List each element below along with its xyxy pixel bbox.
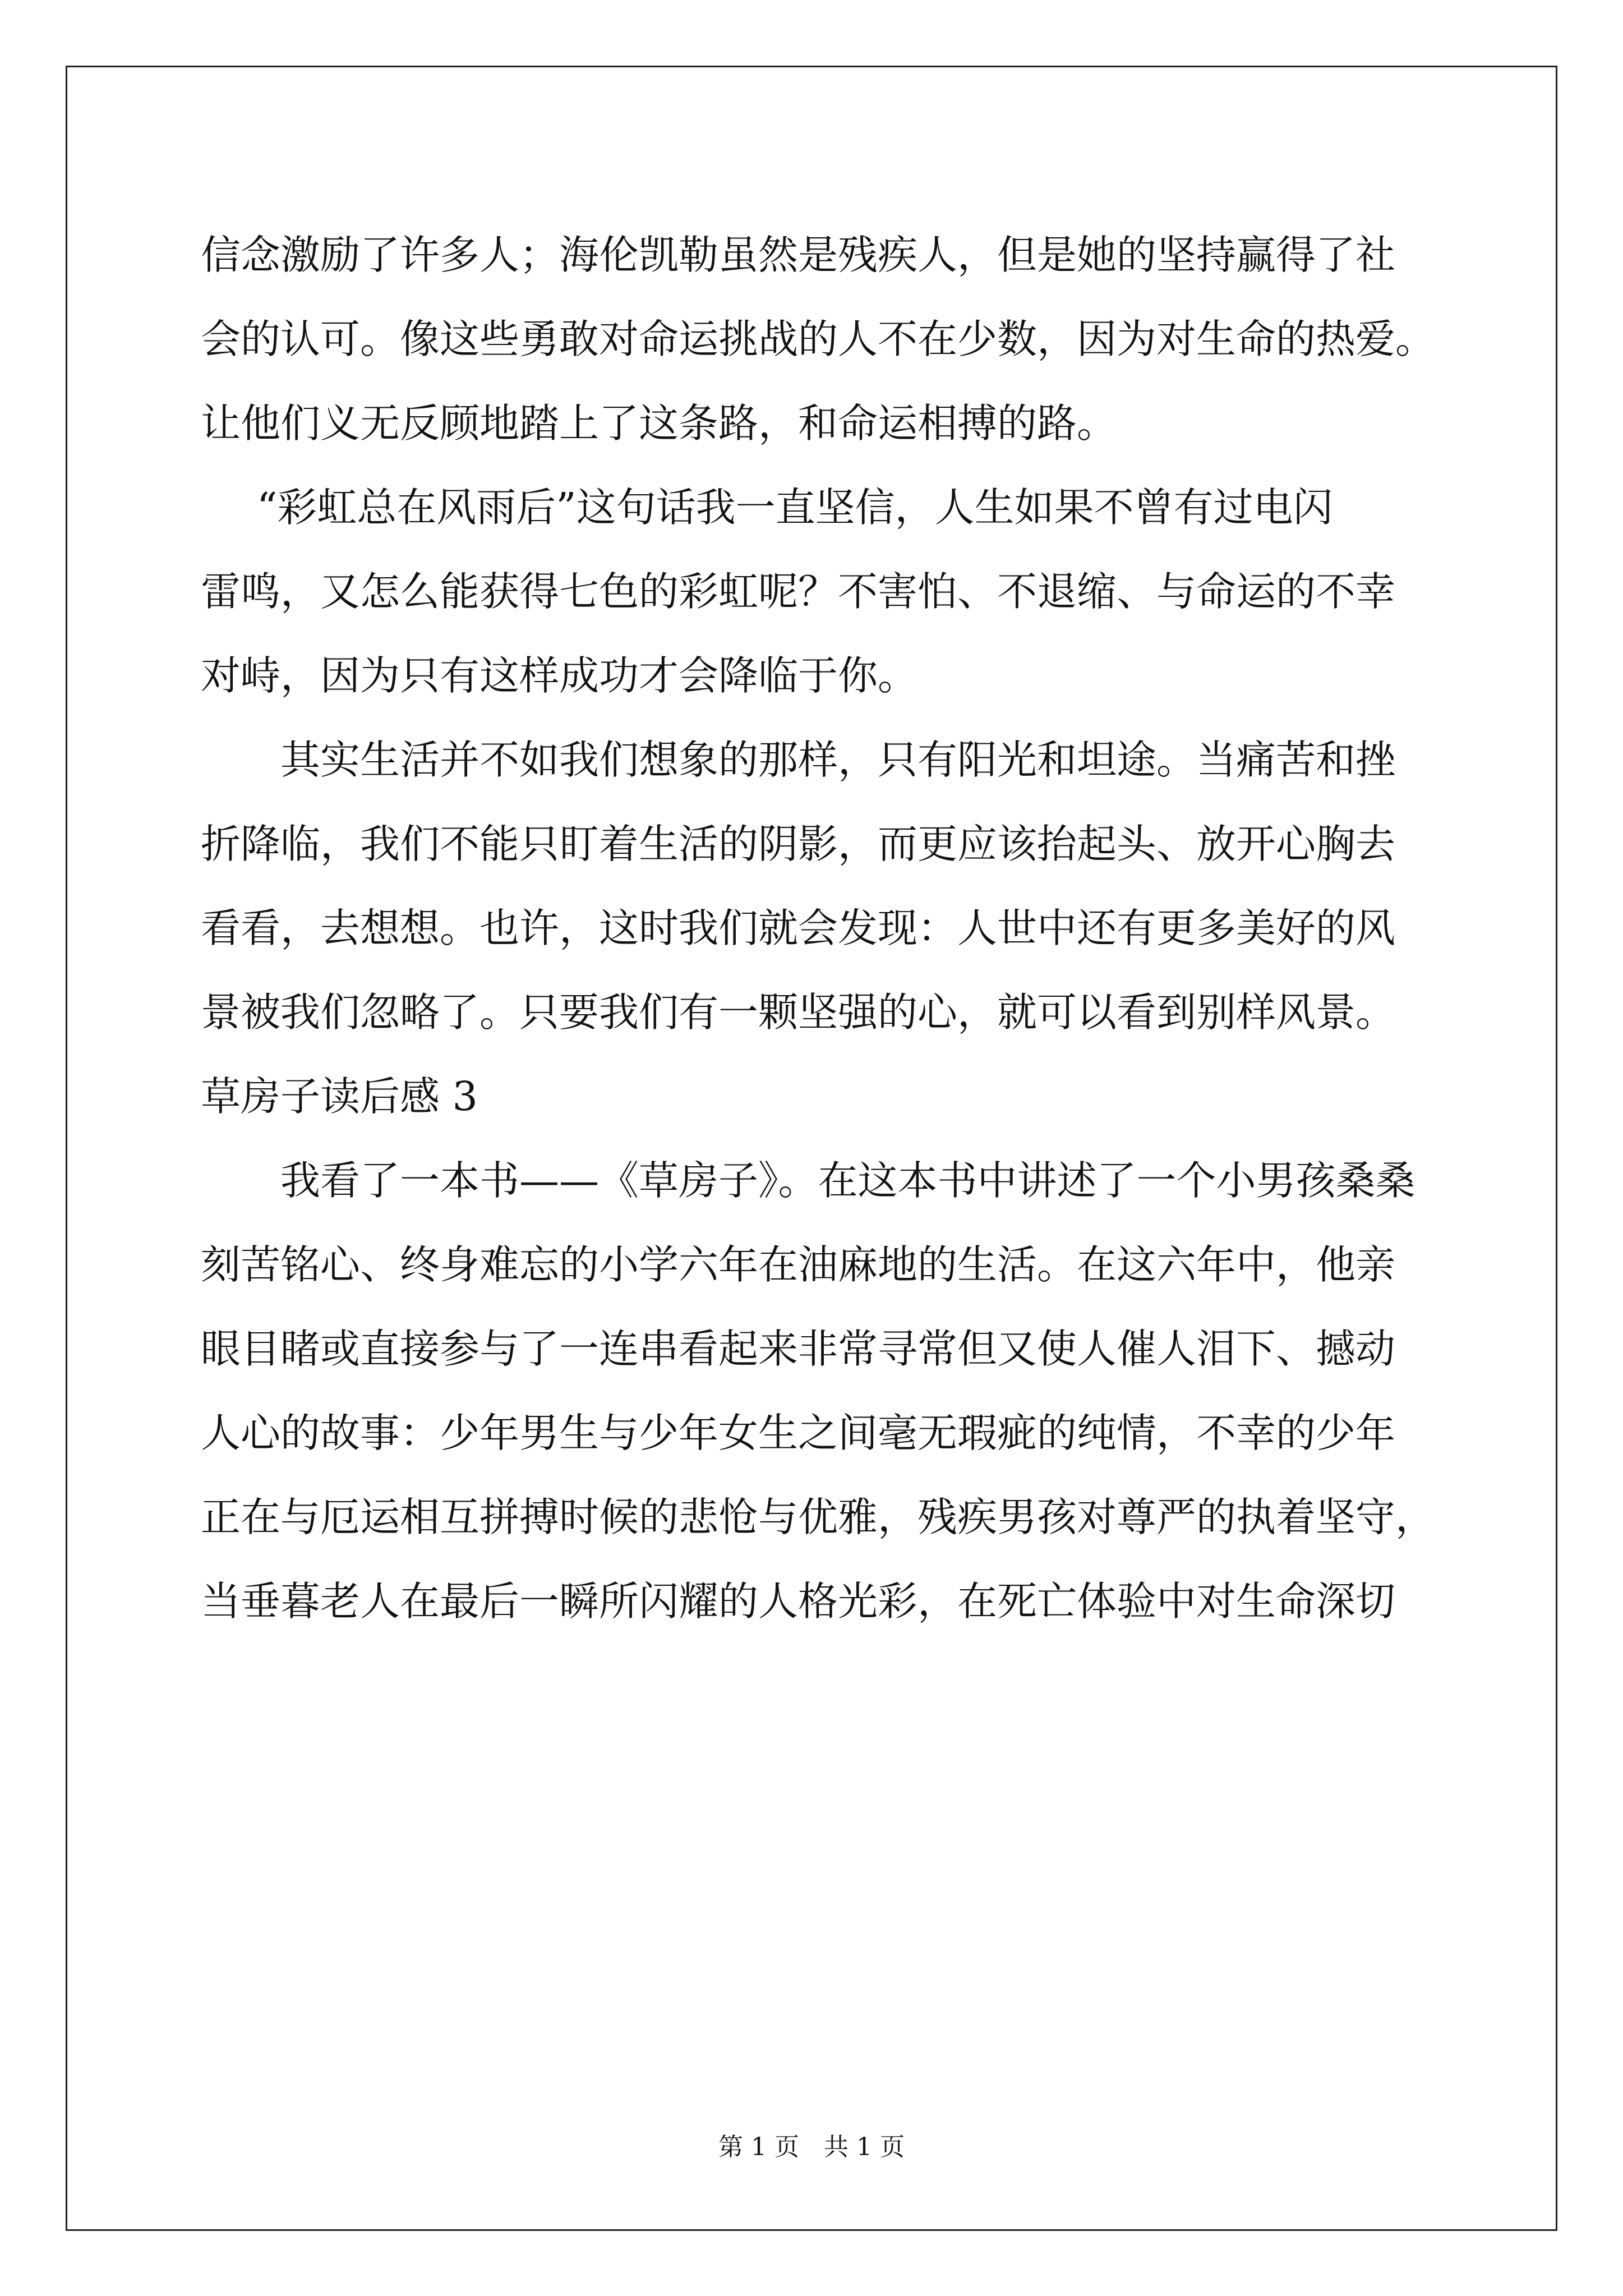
page-footer: 第 1 页 共 1 页 xyxy=(718,2133,905,2161)
paragraph-line: 人心的故事：少年男生与少年女生之间毫无瑕疵的纯情，不幸的少年 xyxy=(201,1410,1396,1456)
paragraph-line: 对峙，因为只有这样成功才会降临于你。 xyxy=(201,652,918,699)
paragraph-line: 看看，去想想。也许，这时我们就会发现：人世中还有更多美好的风 xyxy=(201,905,1396,951)
paragraph-line: 折降临，我们不能只盯着生活的阴影，而更应该抬起头、放开心胸去 xyxy=(201,821,1396,867)
paragraph-line: 我看了一本书——《草房子》。在这本书中讲述了一个小男孩桑桑 xyxy=(280,1157,1415,1204)
paragraph-line: 其实生活并不如我们想象的那样，只有阳光和坦途。当痛苦和挫 xyxy=(280,737,1396,783)
paragraph-line: 景被我们忽略了。只要我们有一颗坚强的心，就可以看到别样风景。 xyxy=(201,989,1396,1036)
paragraph-line: 雷鸣，又怎么能获得七色的彩虹呢？不害怕、不退缩、与命运的不幸 xyxy=(201,568,1396,615)
paragraph-line: 眼目睹或直接参与了一连串看起来非常寻常但又使人催人泪下、撼动 xyxy=(201,1326,1396,1372)
paragraph-line: 刻苦铭心、终身难忘的小学六年在油麻地的生活。在这六年中，他亲 xyxy=(201,1241,1396,1288)
paragraph-line: 正在与厄运相互拼搏时候的悲怆与优雅，残疾男孩对尊严的执着坚守， xyxy=(201,1494,1436,1540)
paragraph-line: 信念激励了许多人；海伦凯勒虽然是残疾人，但是她的坚持赢得了社 xyxy=(201,232,1396,278)
section-heading: 草房子读后感 3 xyxy=(201,1073,478,1120)
paragraph-line: 让他们义无反顾地踏上了这条路，和命运相搏的路。 xyxy=(201,400,1117,447)
paragraph-line: 会的认可。像这些勇敢对命运挑战的人不在少数，因为对生命的热爱。 xyxy=(201,316,1436,362)
paragraph-line: “彩虹总在风雨后”这句话我一直坚信，人生如果不曾有过电闪 xyxy=(257,484,1333,531)
paragraph-line: 当垂暮老人在最后一瞬所闪耀的人格光彩，在死亡体验中对生命深切 xyxy=(201,1578,1396,1625)
